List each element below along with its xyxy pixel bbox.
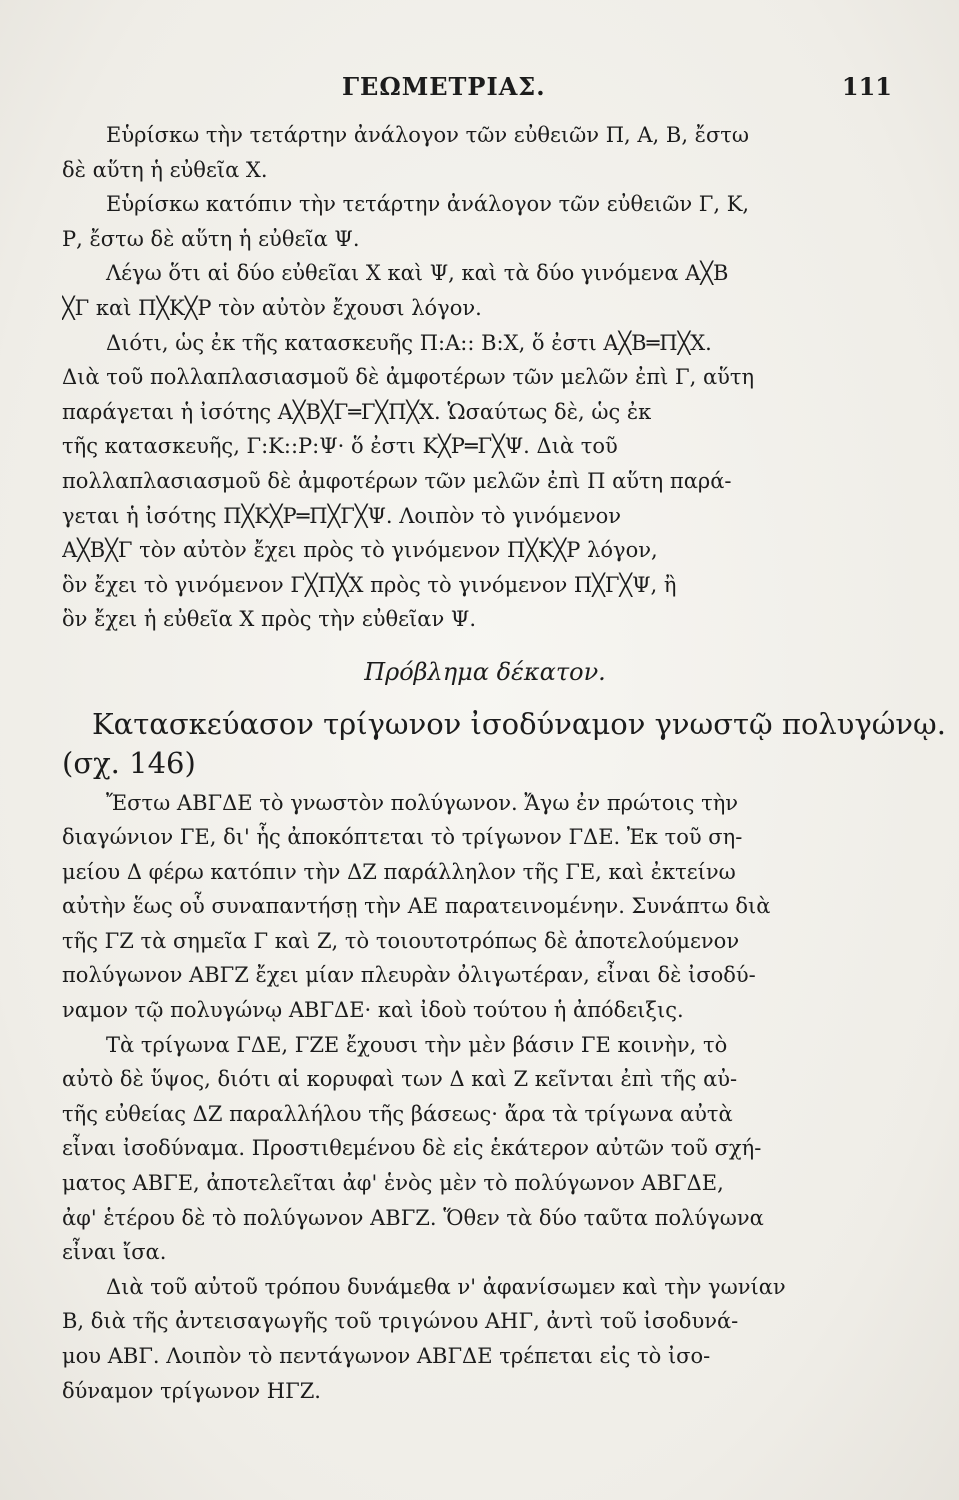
text-line: τῆς εὐθείας ΔΖ παραλλήλου τῆς βάσεως· ἄρα τὰ τρίγωνα αὐτὰ <box>62 1101 733 1126</box>
text-line: μου ΑΒΓ. Λοιπὸν τὸ πεντάγωνον ΑΒΓΔΕ τρέπεται εἰς τὸ ἰσο- <box>62 1344 711 1368</box>
text-line: πολλαπλασιασμοῦ δὲ ἀμφοτέρων τῶν μελῶν ἐπὶ Π αὕτη παρά- <box>62 468 732 493</box>
text-line: Ἔστω ΑΒΓΔΕ τὸ γνωστὸν πολύγωνον. Ἄγω ἐν πρώτοις τὴν <box>106 790 739 815</box>
paragraph-proof <box>62 1028 908 1270</box>
text-line: παράγεται ἡ ἰσότης Α╳Β╳Γ═Γ╳Π╳Χ. Ὡσαύτως δὲ, ὡς ἐκ <box>62 399 652 424</box>
text-line: αὐτὴν ἕως οὗ συναπαντήσῃ τὴν ΑΕ παρατεινομένην. Συνάπτω διὰ <box>62 894 771 919</box>
text-line: Διὰ τοῦ πολλαπλασιασμοῦ δὲ ἀμφοτέρων τῶν μελῶν ἐπὶ Γ, αὕτη <box>62 365 755 390</box>
paragraph-construction <box>62 786 908 1028</box>
page-number: 111 <box>841 72 892 101</box>
text-line: Λέγω ὅτι αἱ δύο εὐθεῖαι Χ καὶ Ψ, καὶ τὰ δύο γινόμενα Α╳Β <box>106 261 729 286</box>
text-line: ἀφ' ἑτέρου δὲ τὸ πολύγωνον ΑΒΓΖ. Ὅθεν τὰ δύο ταῦτα πολύγωνα <box>62 1205 764 1230</box>
text-line: εἶναι ἰσοδύναμα. Προστιθεμένου δὲ εἰς ἑκάτερον αὐτῶν τοῦ σχή- <box>62 1136 762 1161</box>
text-line: διαγώνιον ΓΕ, δι' ἧς ἀποκόπτεται τὸ τρίγωνον ΓΔΕ. Ἐκ τοῦ ση- <box>62 825 743 850</box>
page-header <box>60 72 910 112</box>
text-line: δὲ αὕτη ἡ εὐθεῖα Χ. <box>62 157 268 182</box>
problem-statement: Κατασκεύασον τρίγωνον ἰσοδύναμον γνωστῷ πολυγώνῳ. <box>92 706 946 741</box>
text-line: Εὑρίσκω τὴν τετάρτην ἀνάλογον τῶν εὐθειῶν Π, Α, Β, ἔστω <box>106 123 750 147</box>
text-line: Τὰ τρίγωνα ΓΔΕ, ΓΖΕ ἔχουσι τὴν μὲν βάσιν ΓΕ κοινὴν, τὸ <box>106 1032 728 1057</box>
text-line: Β, διὰ τῆς ἀντεισαγωγῆς τοῦ τριγώνου ΑΗΓ, ἀντὶ τοῦ ἰσοδυνά- <box>62 1309 739 1334</box>
text-line: πολύγωνον ΑΒΓΖ ἔχει μίαν πλευρὰν ὀλιγωτέραν, εἶναι δὲ ἰσοδύ- <box>62 963 756 988</box>
text-line: τῆς ΓΖ τὰ σημεῖα Γ καὶ Ζ, τὸ τοιουτοτρόπως δὲ ἀποτελούμενον <box>62 928 740 953</box>
page-body <box>62 118 946 1408</box>
text-line: αὐτὸ δὲ ὕψος, διότι αἱ κορυφαὶ των Δ καὶ Ζ κεῖνται ἐπὶ τῆς αὐ- <box>62 1067 738 1092</box>
text-line: γεται ἡ ἰσότης Π╳Κ╳Ρ═Π╳Γ╳Ψ. Λοιπὸν τὸ γινόμενον <box>62 503 622 528</box>
text-line: Διὰ τοῦ αὐτοῦ τρόπου δυνάμεθα ν' ἀφανίσωμεν καὶ τὴν γωνίαν <box>106 1274 786 1299</box>
text-line: εἶναι ἴσα. <box>62 1240 167 1265</box>
figure-reference: (σχ. 146) <box>62 745 196 780</box>
text-line: δύναμον τρίγωνον ΗΓΖ. <box>62 1378 321 1403</box>
paragraph-group-proof <box>62 118 908 637</box>
text-line: Α╳Β╳Γ τὸν αὐτὸν ἔχει πρὸς τὸ γινόμενον Π╳Κ╳Ρ λόγον, <box>62 538 658 563</box>
text-line: Διότι, ὡς ἐκ τῆς κατασκευῆς Π:Α:: Β:Χ, ὅ ἐστι Α╳Β═Π╳Χ. <box>106 330 712 355</box>
section-title: Πρόβλημα δέκατον. <box>364 657 606 686</box>
paragraph-conclusion <box>62 1270 908 1408</box>
text-line: ὃν ἔχει τὸ γινόμενον Γ╳Π╳Χ πρὸς τὸ γινόμενον Π╳Γ╳Ψ, ἢ <box>62 572 677 597</box>
text-line: ναμον τῷ πολυγώνῳ ΑΒΓΔΕ· καὶ ἰδοὺ τούτου ἡ ἀπόδειξις. <box>62 998 684 1023</box>
text-line: ╳Γ καὶ Π╳Κ╳Ρ τὸν αὐτὸν ἔχουσι λόγον. <box>62 295 482 320</box>
text-line: Εὑρίσκω κατόπιν τὴν τετάρτην ἀνάλογον τῶν εὐθειῶν Γ, Κ, <box>106 192 750 217</box>
text-line: ματος ΑΒΓΕ, ἀποτελεῖται ἀφ' ἑνὸς μὲν τὸ πολύγωνον ΑΒΓΔΕ, <box>62 1171 724 1196</box>
text-line: μείου Δ φέρω κατόπιν τὴν ΔΖ παράλληλον τῆς ΓΕ, καὶ ἐκτείνω <box>62 859 736 884</box>
text-line: τῆς κατασκευῆς, Γ:Κ::Ρ:Ψ· ὅ ἐστι Κ╳Ρ═Γ╳Ψ. Διὰ τοῦ <box>62 434 618 459</box>
running-title: ΓΕΩΜΕΤΡΙΑΣ. <box>342 72 546 101</box>
text-line: ὃν ἔχει ἡ εὐθεῖα Χ πρὸς τὴν εὐθεῖαν Ψ. <box>62 607 476 632</box>
text-line: Ρ, ἔστω δὲ αὕτη ἡ εὐθεῖα Ψ. <box>62 226 360 251</box>
